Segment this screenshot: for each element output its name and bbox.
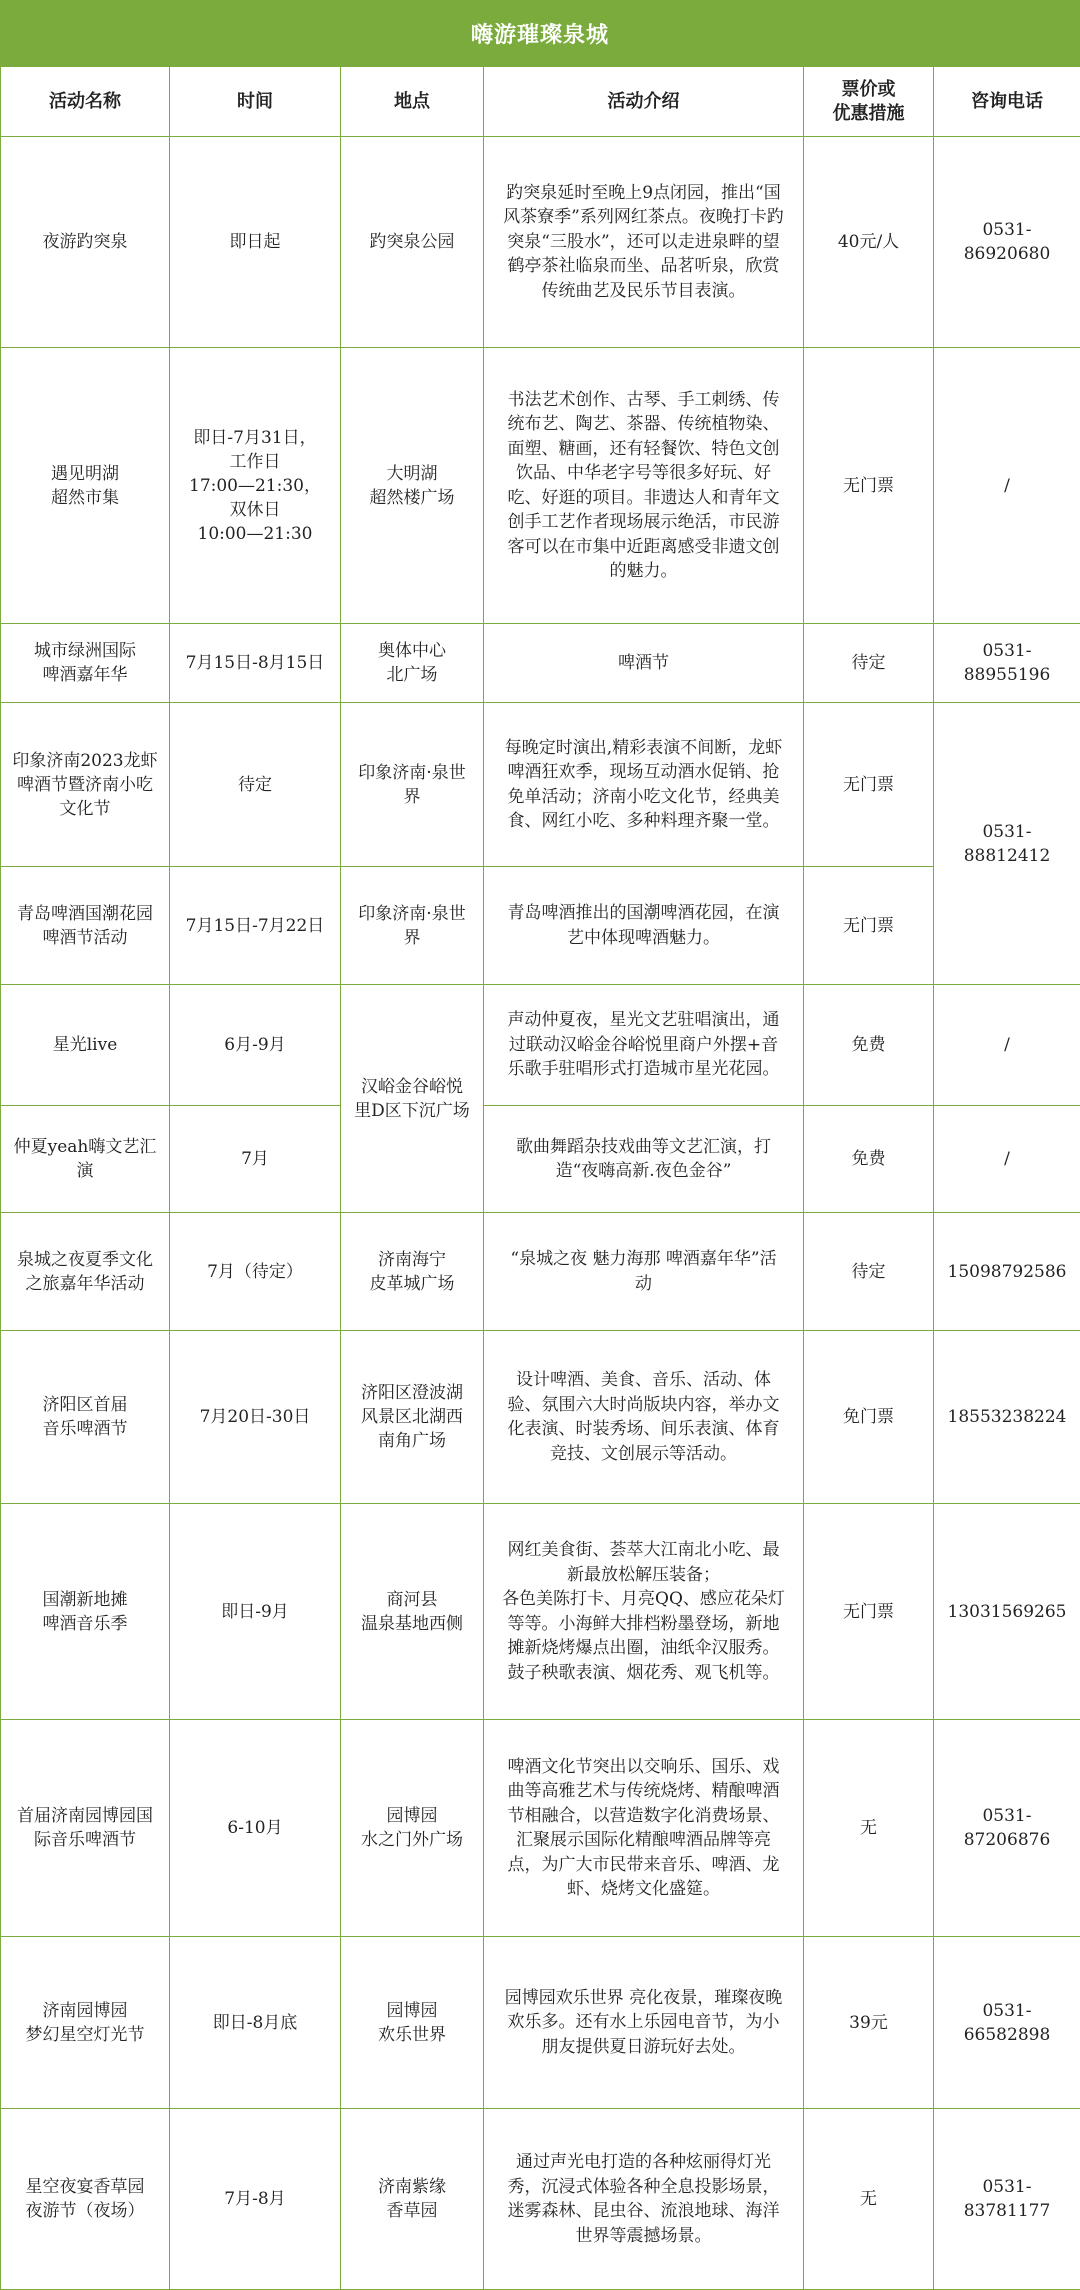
cell-price: 待定 (804, 1213, 934, 1331)
page-title: 嗨游璀璨泉城 (0, 0, 1080, 66)
cell-time: 即日-9月 (170, 1504, 341, 1720)
header-row (1, 67, 1080, 137)
cell-time: 7月15日-8月15日 (170, 624, 341, 703)
cell-time: 即日-7月31日， 工作日 17:00—21:30， 双休日 10:00—21:30 (170, 348, 341, 624)
table-row (1, 1213, 1080, 1331)
cell-name: 星空夜宴香草园 夜游节（夜场） (1, 2109, 170, 2290)
header-intro: 活动介绍 (484, 67, 804, 137)
cell-location: 园博园 水之门外广场 (341, 1720, 484, 1937)
table-row (1, 1937, 1080, 2109)
cell-name: 印象济南2023龙虾啤酒节暨济南小吃文化节 (1, 703, 170, 867)
cell-price: 无门票 (804, 1504, 934, 1720)
cell-intro: 书法艺术创作、古琴、手工刺绣、传统布艺、陶艺、茶器、传统植物染、面塑、糖画，还有轻餐饮、特色文创饮品、中华老字号等很多好玩、好吃、好逛的项目。非遗达人和青年文创手工艺作者现场展示绝活，市民游客可以在市集中近距离感受非遗文创的魅力。 (484, 348, 804, 624)
table-row (1, 2109, 1080, 2290)
cell-phone: 0531-87206876 (934, 1720, 1080, 1937)
cell-name: 夜游趵突泉 (1, 137, 170, 348)
cell-phone: 0531-66582898 (934, 1937, 1080, 2109)
cell-location: 济阳区澄波湖风景区北湖西南角广场 (341, 1331, 484, 1504)
cell-location: 奥体中心 北广场 (341, 624, 484, 703)
cell-location: 商河县 温泉基地西侧 (341, 1504, 484, 1720)
cell-phone: 18553238224 (934, 1331, 1080, 1504)
table-row (1, 985, 1080, 1106)
cell-name: 星光live (1, 985, 170, 1106)
table-row (1, 1106, 1080, 1213)
cell-intro: 声动仲夏夜，星光文艺驻唱演出，通过联动汉峪金谷峪悦里商户外摆+音乐歌手驻唱形式打造城市星光花园。 (484, 985, 804, 1106)
cell-phone: / (934, 1106, 1080, 1213)
cell-price: 待定 (804, 624, 934, 703)
cell-price: 无门票 (804, 867, 934, 985)
cell-name: 仲夏yeah嗨文艺汇演 (1, 1106, 170, 1213)
cell-intro: 啤酒文化节突出以交响乐、国乐、戏曲等高雅艺术与传统烧烤、精酿啤酒节相融合，以营造数字化消费场景、汇聚展示国际化精酿啤酒品牌等亮点，为广大市民带来音乐、啤酒、龙虾、烧烤文化盛筵。 (484, 1720, 804, 1937)
cell-intro: “泉城之夜 魅力海那 啤酒嘉年华”活动 (484, 1213, 804, 1331)
cell-name: 遇见明湖 超然市集 (1, 348, 170, 624)
cell-time: 7月 (170, 1106, 341, 1213)
cell-name: 济阳区首届 音乐啤酒节 (1, 1331, 170, 1504)
cell-intro: 通过声光电打造的各种炫丽得灯光秀，沉浸式体验各种全息投影场景，迷雾森林、昆虫谷、流浪地球、海洋世界等震撼场景。 (484, 2109, 804, 2290)
table-row (1, 348, 1080, 624)
table-row (1, 1504, 1080, 1720)
cell-location: 园博园 欢乐世界 (341, 1937, 484, 2109)
cell-location: 大明湖 超然楼广场 (341, 348, 484, 624)
table-row (1, 624, 1080, 703)
table-row (1, 137, 1080, 348)
cell-price: 无门票 (804, 348, 934, 624)
header-name: 活动名称 (1, 67, 170, 137)
cell-time: 待定 (170, 703, 341, 867)
cell-price: 免费 (804, 1106, 934, 1213)
cell-name: 济南园博园 梦幻星空灯光节 (1, 1937, 170, 2109)
activity-table (0, 66, 1080, 2290)
cell-location: 济南紫缘 香草园 (341, 2109, 484, 2290)
cell-price: 无 (804, 2109, 934, 2290)
cell-price: 免费 (804, 985, 934, 1106)
cell-intro: 设计啤酒、美食、音乐、活动、体验、氛围六大时尚版块内容，举办文化表演、时装秀场、间乐表演、体育竞技、文创展示等活动。 (484, 1331, 804, 1504)
cell-intro: 啤酒节 (484, 624, 804, 703)
table-row (1, 703, 1080, 867)
cell-intro: 青岛啤酒推出的国潮啤酒花园，在演艺中体现啤酒魅力。 (484, 867, 804, 985)
cell-phone: 0531-86920680 (934, 137, 1080, 348)
cell-phone: 13031569265 (934, 1504, 1080, 1720)
cell-location: 印象济南·泉世界 (341, 867, 484, 985)
cell-price: 无门票 (804, 703, 934, 867)
cell-name: 泉城之夜夏季文化之旅嘉年华活动 (1, 1213, 170, 1331)
cell-location: 印象济南·泉世界 (341, 703, 484, 867)
cell-phone: / (934, 348, 1080, 624)
cell-time: 即日-8月底 (170, 1937, 341, 2109)
cell-intro: 趵突泉延时至晚上9点闭园，推出“国风茶寮季”系列网红茶点。夜晚打卡趵突泉“三股水”，还可以走进泉畔的望鹤亭茶社临泉而坐、品茗听泉，欣赏传统曲艺及民乐节目表演。 (484, 137, 804, 348)
table-row (1, 1720, 1080, 1937)
cell-time: 6-10月 (170, 1720, 341, 1937)
cell-phone: 0531-88812412 (934, 703, 1080, 985)
cell-intro: 每晚定时演出,精彩表演不间断，龙虾啤酒狂欢季，现场互动酒水促销、抢免单活动；济南小吃文化节，经典美食、网红小吃、多种料理齐聚一堂。 (484, 703, 804, 867)
cell-name: 城市绿洲国际 啤酒嘉年华 (1, 624, 170, 703)
cell-price: 40元/人 (804, 137, 934, 348)
cell-time: 7月15日-7月22日 (170, 867, 341, 985)
cell-intro: 网红美食街、荟萃大江南北小吃、最新最放松解压装备； 各色美陈打卡、月亮QQ、感应花朵灯等等。小海鲜大排档粉墨登场，新地摊新烧烤爆点出圈，油纸伞汉服秀。鼓子秧歌表演、烟花秀、观飞机等。 (484, 1504, 804, 1720)
cell-time: 7月20日-30日 (170, 1331, 341, 1504)
cell-intro: 园博园欢乐世界 亮化夜景，璀璨夜晚欢乐多。还有水上乐园电音节，为小朋友提供夏日游玩好去处。 (484, 1937, 804, 2109)
cell-price: 39元 (804, 1937, 934, 2109)
cell-name: 国潮新地摊 啤酒音乐季 (1, 1504, 170, 1720)
cell-phone: / (934, 985, 1080, 1106)
header-time: 时间 (170, 67, 341, 137)
cell-phone: 15098792586 (934, 1213, 1080, 1331)
header-price: 票价或 优惠措施 (804, 67, 934, 137)
cell-price: 免门票 (804, 1331, 934, 1504)
cell-location: 汉峪金谷峪悦里D区下沉广场 (341, 985, 484, 1213)
cell-time: 6月-9月 (170, 985, 341, 1106)
cell-name: 首届济南园博园国际音乐啤酒节 (1, 1720, 170, 1937)
table-row (1, 1331, 1080, 1504)
cell-location: 济南海宁 皮革城广场 (341, 1213, 484, 1331)
cell-name: 青岛啤酒国潮花园啤酒节活动 (1, 867, 170, 985)
cell-intro: 歌曲舞蹈杂技戏曲等文艺汇演，打造“夜嗨高新.夜色金谷” (484, 1106, 804, 1213)
cell-price: 无 (804, 1720, 934, 1937)
cell-time: 7月-8月 (170, 2109, 341, 2290)
table-row (1, 867, 1080, 985)
cell-time: 即日起 (170, 137, 341, 348)
header-location: 地点 (341, 67, 484, 137)
cell-time: 7月（待定） (170, 1213, 341, 1331)
header-phone: 咨询电话 (934, 67, 1080, 137)
cell-phone: 0531-88955196 (934, 624, 1080, 703)
cell-phone: 0531-83781177 (934, 2109, 1080, 2290)
cell-location: 趵突泉公园 (341, 137, 484, 348)
